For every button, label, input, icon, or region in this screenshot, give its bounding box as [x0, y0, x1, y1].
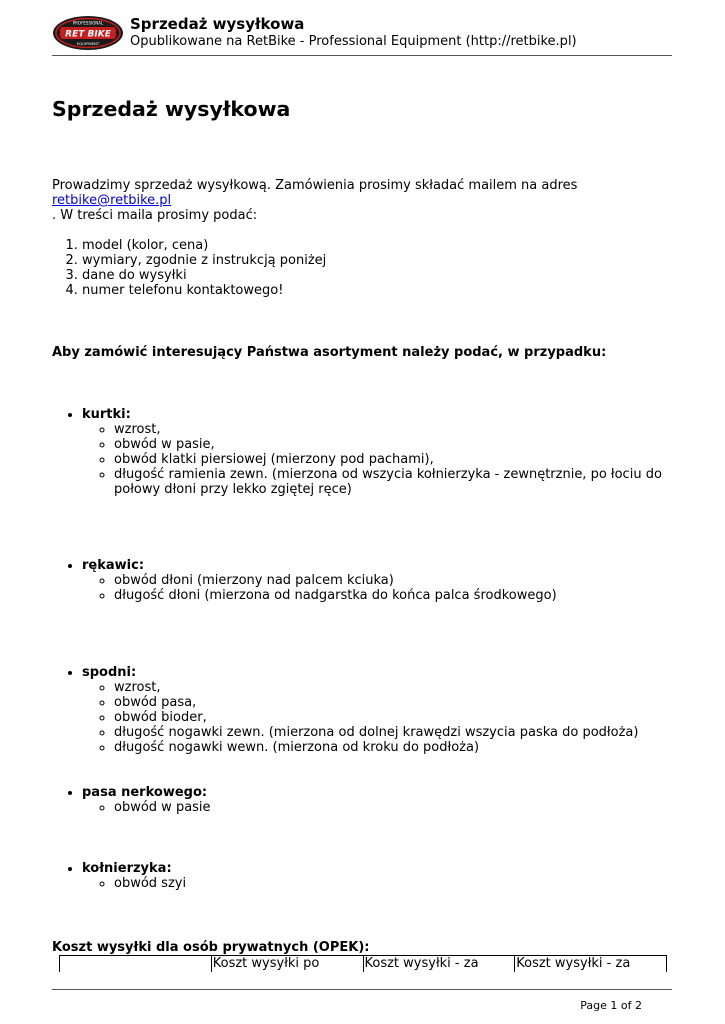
category-item [82, 861, 672, 891]
intro-text-after: . W treści maila prosimy podać: [52, 208, 258, 223]
list-item: ◦ obwód w pasie, [114, 437, 672, 452]
category-label: spodni: [82, 665, 137, 680]
category-item [82, 785, 672, 815]
list-item: ◦ obwód szyi [114, 876, 672, 891]
page-title: Sprzedaż wysyłkowa [52, 97, 291, 121]
measurement-list [82, 800, 672, 815]
list-item: ◦ długość dłoni (mierzona od nadgarstka do końca palca środkowego) [114, 588, 672, 603]
category-list-trousers [52, 665, 672, 755]
list-item: ◦ wzrost, [114, 422, 672, 437]
table-cell [60, 956, 212, 973]
order-requirements-list [52, 238, 672, 298]
category-item [82, 665, 672, 755]
category-list-gloves [52, 558, 672, 603]
category-label: rękawic: [82, 558, 145, 573]
svg-text:PROFESSIONAL: PROFESSIONAL [72, 20, 104, 26]
list-item: ◦ obwód bioder, [114, 710, 672, 725]
measurement-list [82, 422, 672, 497]
shipping-cost-heading: Koszt wysyłki dla osób prywatnych (OPEK): [52, 940, 370, 955]
category-list-kidney-belt [52, 785, 672, 815]
page-number: Page 1 of 2 [580, 999, 642, 1012]
category-label: kurtki: [82, 407, 131, 422]
list-item: ◦ obwód klatki piersiowej (mierzony pod pachami), [114, 452, 672, 467]
list-item: ◦ obwód dłoni (mierzony nad palcem kciuka) [114, 573, 672, 588]
shipping-cost-table [59, 955, 667, 972]
category-item [82, 407, 672, 497]
list-item: ◦ długość nogawki zewn. (mierzona od dolnej krawędzi wszycia paska do podłoża) [114, 725, 672, 740]
measurement-list [82, 876, 672, 891]
category-label: pasa nerkowego: [82, 785, 208, 800]
category-list-jackets [52, 407, 672, 497]
header-title: Sprzedaż wysyłkowa [130, 15, 305, 33]
table-cell: Koszt wysyłki - za [515, 956, 667, 973]
svg-text:EQUIPMENT: EQUIPMENT [76, 41, 100, 46]
list-item: 2. wymiary, zgodnie z instrukcją poniżej [82, 253, 672, 268]
list-item: 4. numer telefonu kontaktowego! [82, 283, 672, 298]
list-item: ◦ wzrost, [114, 680, 672, 695]
list-item: 3. dane do wysyłki [82, 268, 672, 283]
list-item: ◦ długość nogawki wewn. (mierzona od kroku do podłoża) [114, 740, 672, 755]
list-item: ◦ obwód pasa, [114, 695, 672, 710]
retbike-logo [52, 15, 124, 51]
list-item: ◦ obwód w pasie [114, 800, 672, 815]
header-subtitle: Opublikowane na RetBike - Professional Equipment (http://retbike.pl) [130, 34, 577, 49]
category-item [82, 558, 672, 603]
list-item: 1. model (kolor, cena) [82, 238, 672, 253]
footer-divider [52, 989, 672, 990]
category-label: kołnierzyka: [82, 861, 172, 876]
intro-text: Prowadzimy sprzedaż wysyłkową. Zamówienia prosimy składać mailem na adres [52, 178, 578, 193]
measurement-list [82, 680, 672, 755]
category-list-collar [52, 861, 672, 891]
svg-text:RET BIKE: RET BIKE [65, 29, 111, 40]
email-link[interactable]: retbike@retbike.pl [52, 193, 172, 208]
measurement-heading: Aby zamówić interesujący Państwa asortyment należy podać, w przypadku: [52, 345, 607, 360]
page-header [52, 12, 672, 56]
list-item: ◦ długość ramienia zewn. (mierzona od wszycia kołnierzyka - zewnętrznie, po łociu do połowy dłoni przy lekko zgiętej ręce) [114, 467, 672, 497]
measurement-list [82, 573, 672, 603]
table-row [60, 956, 667, 973]
table-cell: Koszt wysyłki po [211, 956, 363, 973]
main-content [52, 178, 672, 891]
intro-paragraph [52, 178, 672, 223]
table-cell: Koszt wysyłki - za [363, 956, 515, 973]
